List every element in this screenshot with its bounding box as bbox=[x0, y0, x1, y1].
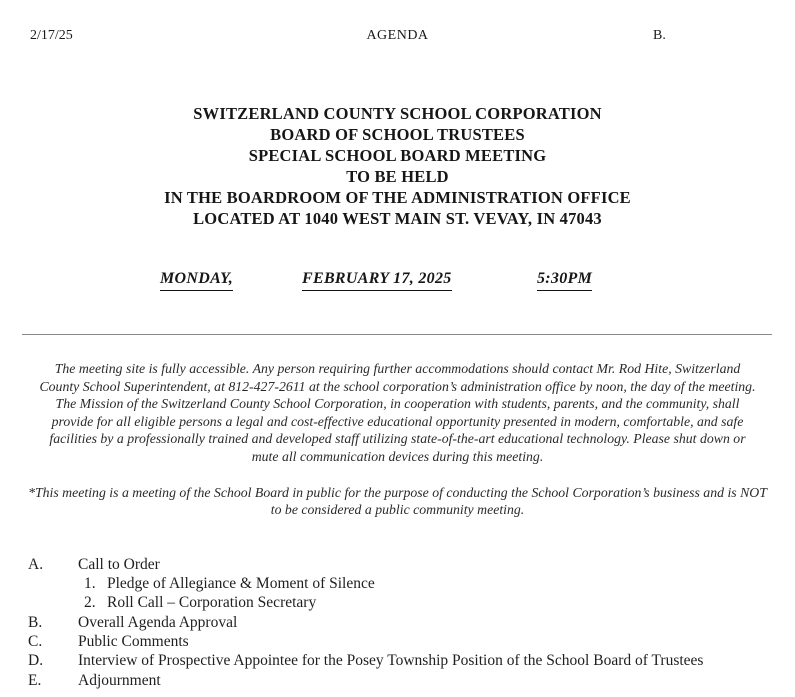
agenda-item-letter: D. bbox=[28, 652, 44, 670]
meeting-day: MONDAY, bbox=[160, 270, 233, 291]
public-meeting-note-paragraph: *This meeting is a meeting of the School Board in public for the purpose of conducting the School Corporation’s business and is NOT to be considered a public community meeting. bbox=[28, 484, 767, 518]
heading-line-meeting-type: SPECIAL SCHOOL BOARD MEETING bbox=[248, 146, 547, 165]
agenda-item-interview bbox=[0, 651, 795, 670]
mission-paragraph: The meeting site is fully accessible. Any person requiring further accommodations should contact Mr. Rod Hite, Switzerland County School Superintendent, at 812-427-2611 at the school corporation’s administration office by noon, the day of the meeting. The Mission of the Switzerland County School Corporation, in cooperation with students, parents, and the community, shall provide for all eligible persons a legal and cost-effective educational opportunity presented in modern, comfortable, and safe facilities by a professionally trained and developed staff utilizing state-of-the-art educational technology. Please shut down or mute all communication devices during this meeting. bbox=[39, 361, 756, 464]
agenda-item-text: Interview of Prospective Appointee for the Posey Township Position of the School Board of Trustees bbox=[78, 652, 704, 670]
agenda-item-letter: C. bbox=[28, 632, 43, 650]
agenda-item-adjournment bbox=[0, 671, 795, 690]
agenda-subitem-number: 2. bbox=[84, 594, 96, 612]
header-date: 2/17/25 bbox=[30, 28, 73, 43]
agenda-subitem-roll-call bbox=[0, 593, 795, 612]
heading-line-location-room: IN THE BOARDROOM OF THE ADMINISTRATION OFFICE bbox=[164, 188, 631, 207]
meeting-date: FEBRUARY 17, 2025 bbox=[302, 270, 452, 291]
agenda-item-text: Adjournment bbox=[78, 671, 161, 689]
header-page-letter: B. bbox=[653, 28, 666, 43]
agenda-subitem-text: Pledge of Allegiance & Moment of Silence bbox=[107, 575, 375, 593]
meeting-time: 5:30PM bbox=[537, 270, 592, 291]
meeting-heading-block bbox=[0, 103, 795, 229]
agenda-subitem-pledge bbox=[0, 574, 795, 593]
heading-line-corporation: SWITZERLAND COUNTY SCHOOL CORPORATION bbox=[193, 104, 602, 123]
agenda-item-letter: A. bbox=[28, 555, 44, 573]
agenda-subitem-text: Roll Call – Corporation Secretary bbox=[107, 594, 317, 612]
agenda-item-call-to-order bbox=[0, 555, 795, 574]
agenda-item-public-comments bbox=[0, 632, 795, 651]
agenda-item-text: Call to Order bbox=[78, 555, 160, 573]
agenda-outline-list bbox=[0, 555, 795, 690]
agenda-item-letter: E. bbox=[28, 671, 42, 689]
document-header-row bbox=[0, 28, 795, 45]
agenda-item-text: Public Comments bbox=[78, 632, 189, 650]
heading-line-to-be-held: TO BE HELD bbox=[346, 167, 449, 186]
agenda-item-agenda-approval bbox=[0, 613, 795, 632]
meeting-datetime-row bbox=[0, 270, 795, 294]
agenda-subitem-number: 1. bbox=[84, 575, 96, 593]
agenda-item-letter: B. bbox=[28, 613, 43, 631]
agenda-item-text: Overall Agenda Approval bbox=[78, 613, 238, 631]
heading-line-location-address: LOCATED AT 1040 WEST MAIN ST. VEVAY, IN 47043 bbox=[193, 209, 602, 228]
heading-line-trustees: BOARD OF SCHOOL TRUSTEES bbox=[270, 125, 525, 144]
header-agenda-title: AGENDA bbox=[366, 28, 429, 43]
horizontal-divider bbox=[22, 334, 772, 335]
